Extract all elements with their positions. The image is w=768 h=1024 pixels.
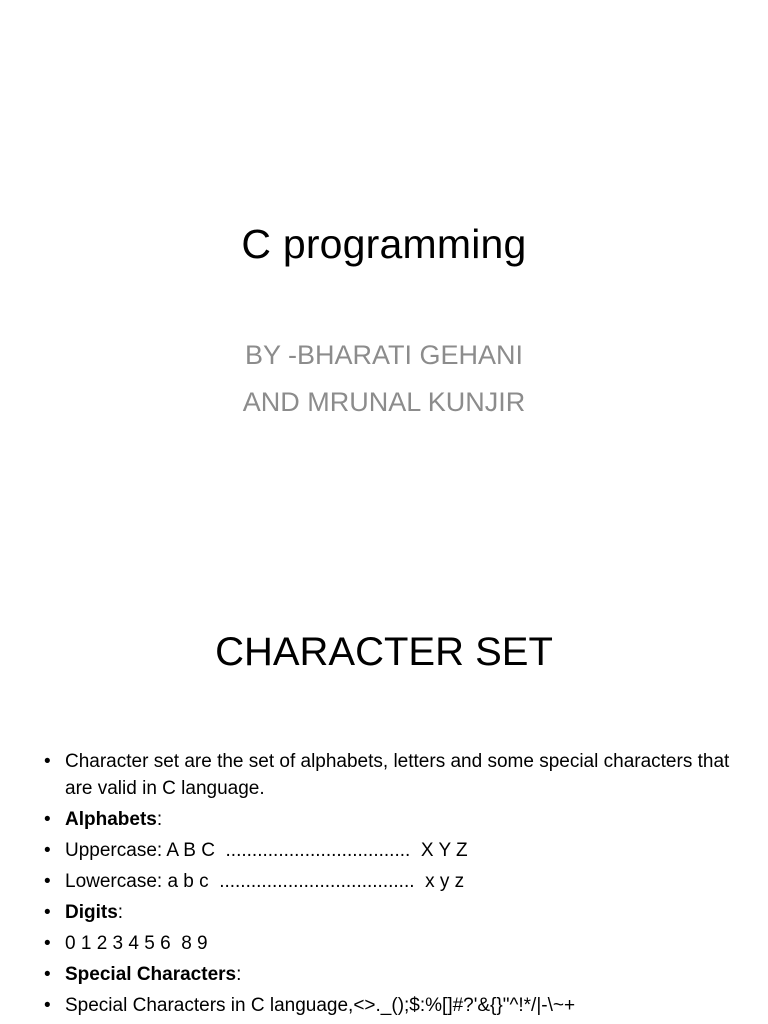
bullet-item (44, 806, 734, 833)
slide-title: CHARACTER SET (215, 630, 553, 674)
bullet-text: : (156, 809, 163, 830)
subtitle-line-2: AND MRUNAL KUNJIR (242, 387, 526, 417)
bullet-item (44, 899, 734, 926)
bullet-list (44, 748, 734, 1023)
subtitle-line-1: BY -BHARATI GEHANI (244, 340, 524, 370)
bullet-item (44, 748, 734, 802)
bullet-text: Character set are the set of alphabets, letters and some special characters that are valid in C language. (65, 751, 735, 799)
bullet-item (44, 868, 734, 895)
bullet-text: : (236, 964, 242, 985)
bullet-item (44, 961, 734, 988)
bullet-dot-icon: • (44, 902, 51, 923)
character-set-slide (0, 576, 768, 1024)
bullet-dot-icon: • (44, 933, 51, 954)
bullet-text: : (117, 902, 124, 923)
bullet-text: 0 1 2 3 4 5 6 8 9 (65, 933, 208, 954)
bullet-dot-icon: • (44, 809, 51, 830)
bullet-dot-icon: • (44, 751, 51, 772)
bullet-item (44, 992, 734, 1019)
bullet-strong: Special Characters (65, 964, 237, 985)
bullet-text: Special Characters in C language,<>._();$:%[]#?'&{}"^!*/|-\~+ (65, 995, 576, 1016)
slide-title: C programming (241, 221, 527, 267)
bullet-item (44, 837, 734, 864)
slide-subtitle (0, 332, 768, 426)
bullet-text: Lowercase: a b c ..................................... x y z (65, 871, 465, 892)
bullet-dot-icon: • (44, 840, 51, 861)
bullet-dot-icon: • (44, 871, 51, 892)
bullet-text: Uppercase: A B C ................................... X Y Z (65, 840, 468, 861)
bullet-dot-icon: • (44, 995, 51, 1016)
bullet-item (44, 930, 734, 957)
bullet-dot-icon: • (44, 964, 51, 985)
bullet-strong: Alphabets (65, 809, 157, 830)
bullet-strong: Digits (65, 902, 118, 923)
